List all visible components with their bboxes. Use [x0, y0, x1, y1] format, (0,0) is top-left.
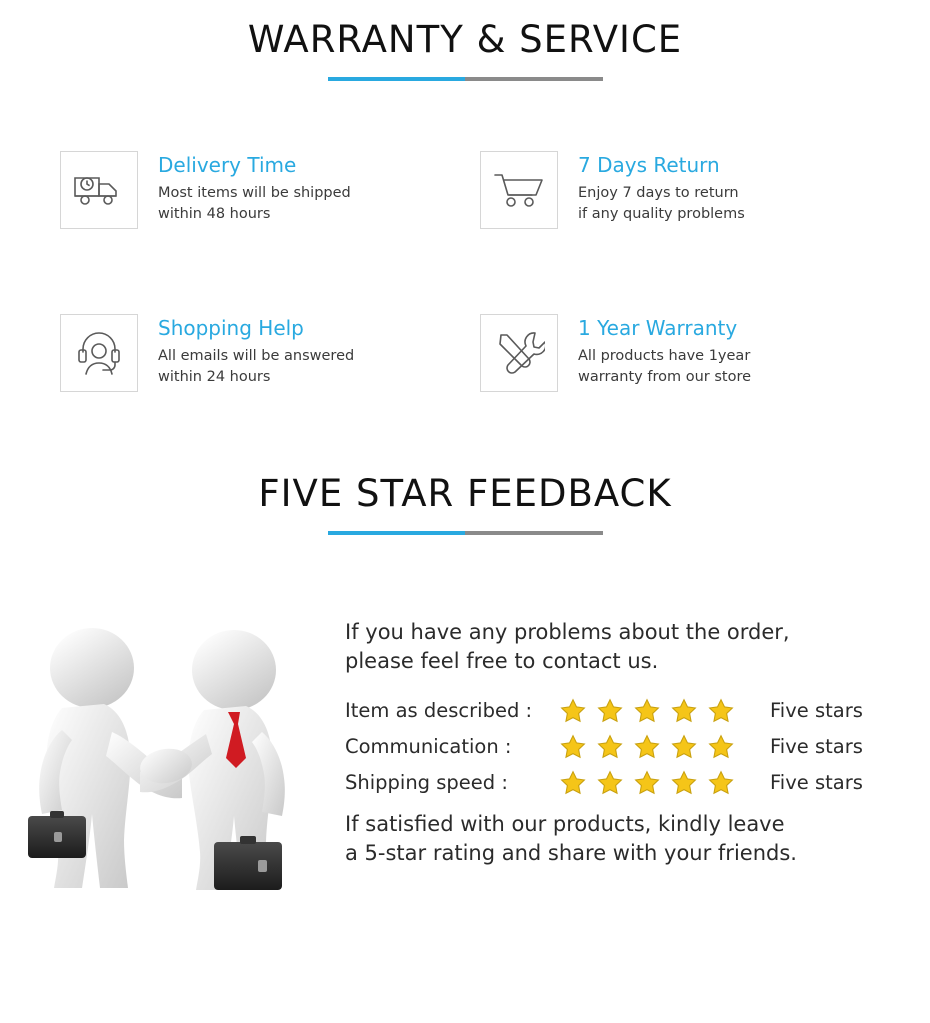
feedback-outro-line-2: a 5-star rating and share with your friends. — [345, 840, 797, 865]
feature-text — [158, 314, 354, 388]
star-icon — [671, 698, 697, 724]
feature-title: Shopping Help — [158, 316, 304, 340]
rating-label: Item as described : — [345, 699, 533, 723]
feature-line-1: Most items will be shipped — [158, 185, 351, 201]
rating-label: Communication : — [345, 735, 512, 759]
warranty-heading: WARRANTY & SERVICE — [247, 18, 683, 61]
feedback-outro-line-1: If satisfied with our products, kindly leave — [345, 811, 785, 836]
feature-line-1: Enjoy 7 days to return — [578, 185, 739, 201]
two-figures-handshake-illustration — [0, 570, 345, 930]
warranty-feature-grid — [0, 151, 930, 392]
star-icon — [597, 734, 623, 760]
feature-line-2: within 48 hours — [158, 206, 271, 223]
shopping-cart-icon — [480, 151, 558, 229]
feedback-intro-line-2: please feel free to contact us. — [345, 648, 659, 673]
warranty-heading-rule — [328, 77, 603, 81]
star-rating — [560, 770, 748, 796]
star-icon — [671, 734, 697, 760]
delivery-truck-icon — [60, 151, 138, 229]
star-icon — [560, 698, 586, 724]
warranty-section — [0, 0, 930, 392]
rating-rows — [345, 698, 930, 796]
feature-text — [158, 151, 351, 225]
star-icon — [597, 770, 623, 796]
feedback-intro-line-1: If you have any problems about the order, — [345, 620, 790, 644]
feature-one-year-warranty — [480, 314, 870, 392]
rating-value: Five stars — [770, 771, 863, 795]
feedback-heading: FIVE STAR FEEDBACK — [258, 472, 672, 515]
feature-seven-days-return — [480, 151, 870, 229]
rating-value: Five stars — [770, 735, 863, 759]
rule-segment-blue — [328, 77, 466, 81]
star-icon — [634, 770, 660, 796]
feature-text — [578, 314, 751, 388]
feature-line-2: warranty from our store — [578, 369, 752, 386]
feature-title: Delivery Time — [158, 153, 297, 177]
feature-shopping-help — [60, 314, 450, 392]
headset-support-icon — [60, 314, 138, 392]
rule-segment-gray — [465, 77, 603, 81]
rating-label: Shipping speed : — [345, 771, 508, 795]
star-icon — [634, 698, 660, 724]
star-icon — [560, 770, 586, 796]
star-icon — [708, 770, 734, 796]
feedback-body — [0, 570, 930, 930]
feature-line-2: if any quality problems — [578, 206, 745, 223]
rating-row-communication — [345, 734, 930, 760]
rating-row-shipping-speed — [345, 770, 930, 796]
star-icon — [708, 698, 734, 724]
rule-segment-blue — [328, 531, 466, 535]
star-rating — [560, 734, 748, 760]
star-icon — [597, 698, 623, 724]
feature-line-1: All products have 1year — [578, 348, 751, 364]
feature-title: 7 Days Return — [578, 153, 720, 177]
star-icon — [708, 734, 734, 760]
feature-line-1: All emails will be answered — [158, 348, 355, 364]
star-icon — [560, 734, 586, 760]
feature-text — [578, 151, 745, 225]
star-icon — [671, 770, 697, 796]
feedback-text-block — [345, 570, 930, 868]
feature-title: 1 Year Warranty — [578, 316, 738, 340]
rating-row-item-as-described — [345, 698, 930, 724]
tools-wrench-screwdriver-icon — [480, 314, 558, 392]
feedback-heading-rule — [328, 531, 603, 535]
feature-delivery-time — [60, 151, 450, 229]
rating-value: Five stars — [770, 699, 863, 723]
feedback-section — [0, 472, 930, 930]
rule-segment-gray — [465, 531, 603, 535]
star-rating — [560, 698, 748, 724]
feature-line-2: within 24 hours — [158, 369, 271, 386]
star-icon — [634, 734, 660, 760]
